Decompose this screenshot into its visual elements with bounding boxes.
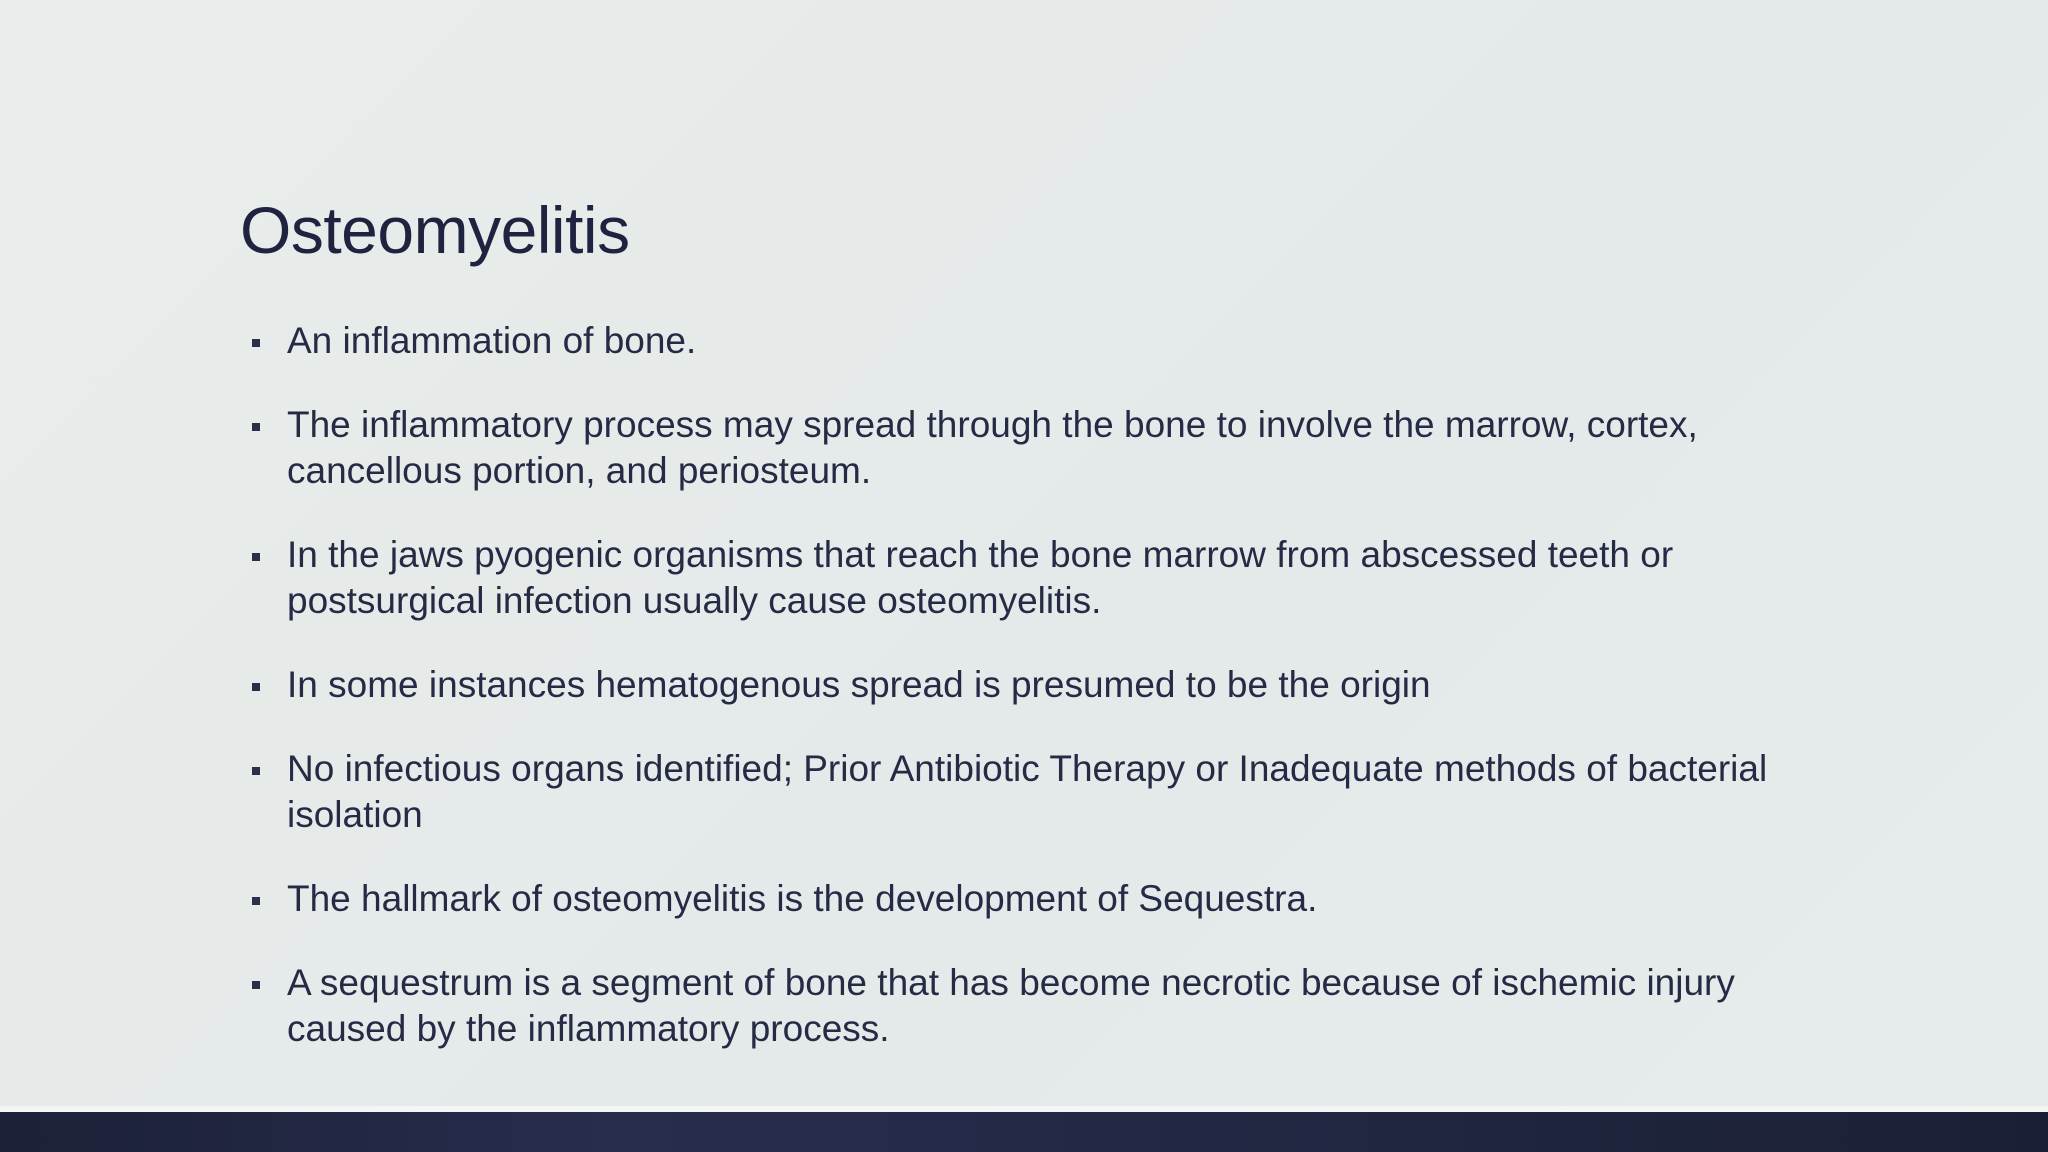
square-bullet-icon bbox=[252, 339, 260, 347]
square-bullet-icon bbox=[252, 683, 260, 691]
bullet-item bbox=[240, 876, 1860, 922]
bullet-item bbox=[240, 318, 1860, 364]
bullet-item bbox=[240, 960, 1860, 1052]
bullet-list bbox=[240, 318, 1860, 1090]
bullet-item bbox=[240, 746, 1860, 838]
square-bullet-icon bbox=[252, 423, 260, 431]
bullet-text: In some instances hematogenous spread is presumed to be the origin bbox=[287, 664, 1431, 705]
bullet-item bbox=[240, 662, 1860, 708]
slide-title: Osteomyelitis bbox=[240, 193, 630, 267]
footer-bar bbox=[0, 1112, 2048, 1152]
bullet-text: A sequestrum is a segment of bone that has become necrotic because of ischemic injury caused by the inflammatory process. bbox=[287, 962, 1735, 1049]
bullet-text: The hallmark of osteomyelitis is the development of Sequestra. bbox=[287, 878, 1318, 919]
bullet-item bbox=[240, 402, 1860, 494]
bullet-text: In the jaws pyogenic organisms that reach the bone marrow from abscessed teeth or postsurgical infection usually cause osteomyelitis. bbox=[287, 534, 1674, 621]
square-bullet-icon bbox=[252, 981, 260, 989]
square-bullet-icon bbox=[252, 767, 260, 775]
square-bullet-icon bbox=[252, 897, 260, 905]
bullet-text: No infectious organs identified; Prior Antibiotic Therapy or Inadequate methods of bacterial isolation bbox=[287, 748, 1768, 835]
bullet-text: The inflammatory process may spread through the bone to involve the marrow, cortex, cancellous portion, and periosteum. bbox=[287, 404, 1698, 491]
square-bullet-icon bbox=[252, 553, 260, 561]
bullet-item bbox=[240, 532, 1860, 624]
bullet-text: An inflammation of bone. bbox=[287, 320, 697, 361]
